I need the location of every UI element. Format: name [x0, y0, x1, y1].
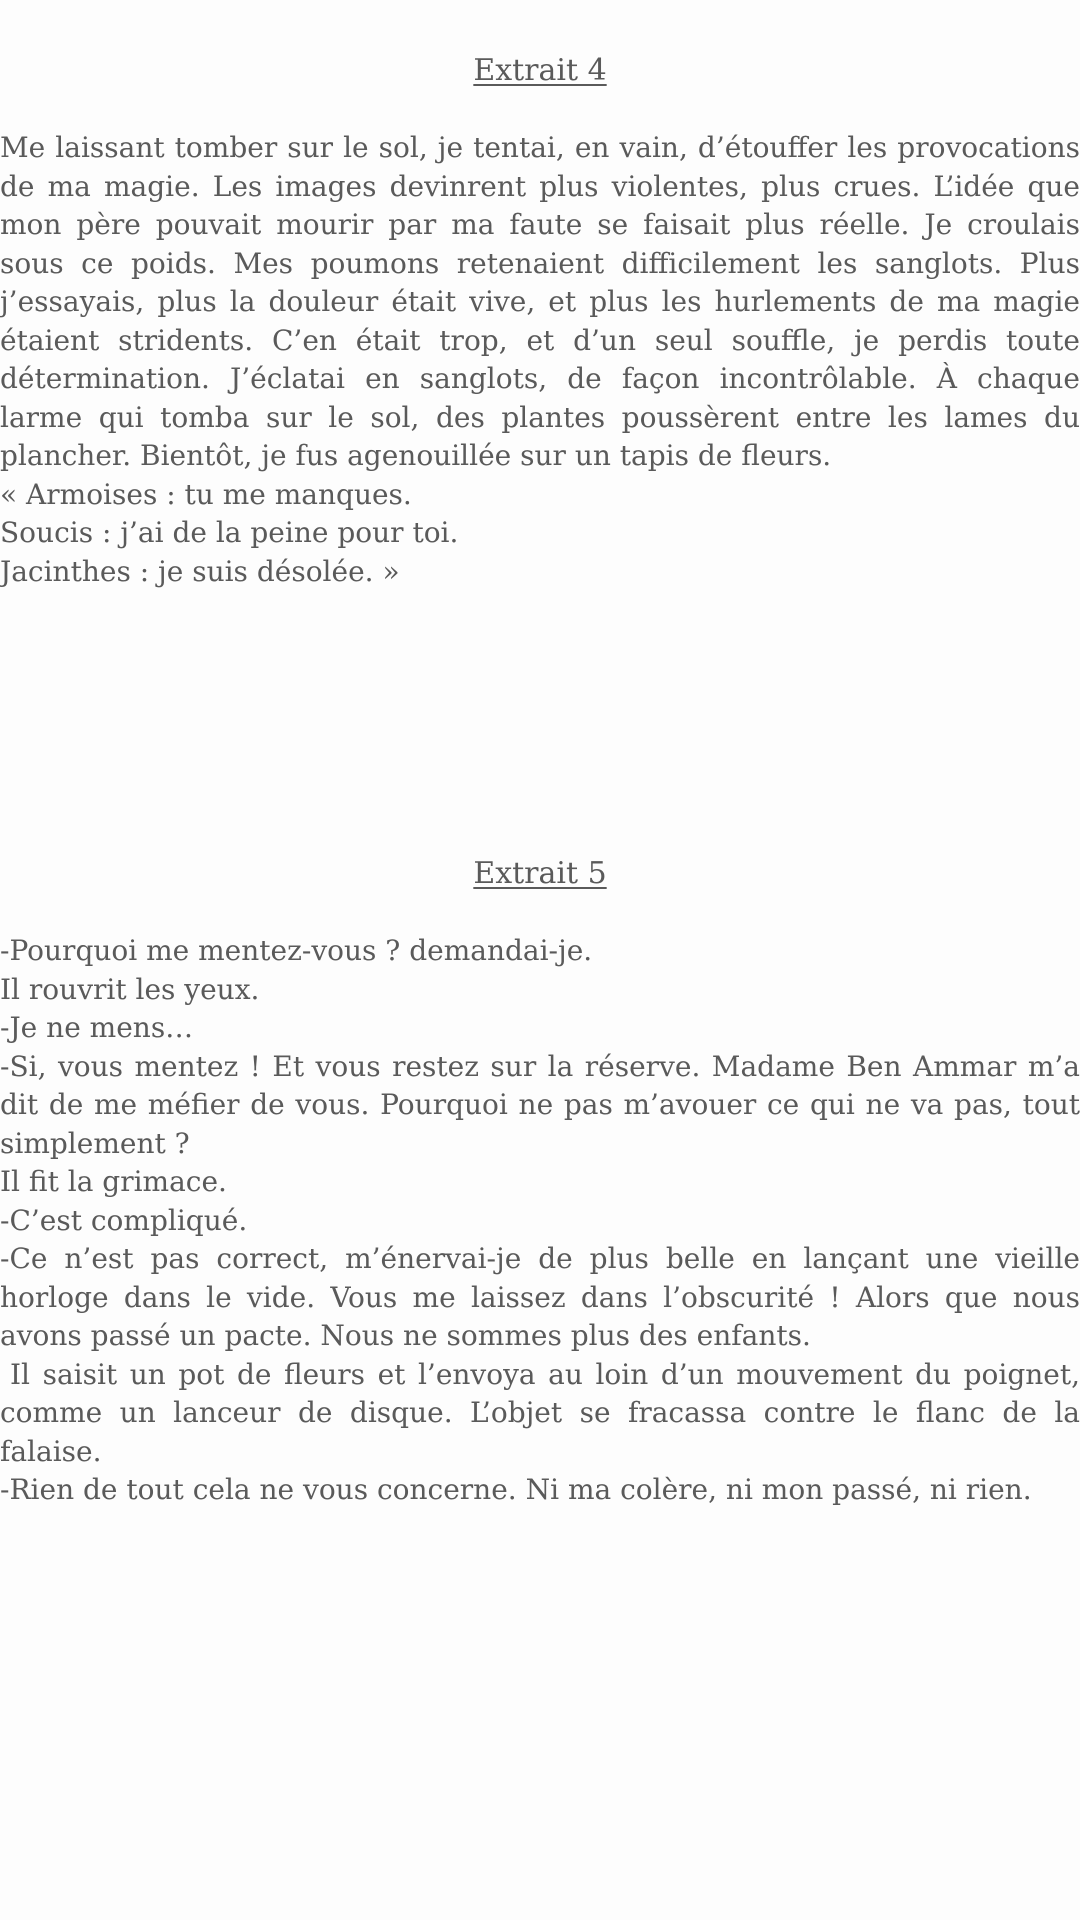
extract-5-section [0, 855, 1080, 1510]
flower-line-soucis: Soucis : j’ai de la peine pour toi. [0, 516, 459, 549]
extract-5-body [0, 932, 1080, 1510]
flower-line-armoises: « Armoises : tu me manques. [0, 477, 412, 511]
flower-line-jacinthes: Jacinthes : je suis désolée. » [0, 554, 400, 588]
narration-paragraph: Il saisit un pot de fleurs et l’envoya au loin d’un mouvement du poignet, comme un lanceur de disque. L’objet se fracassa contre le flanc de la falaise. [0, 1357, 1080, 1468]
dialogue-paragraph: -Ce n’est pas correct, m’énervai-je de plus belle en lançant une vieille horloge dans le vide. Vous me laissez dans l’obscurité ! Alors que nous avons passé un pacte. Nous ne sommes plus des enfants. [0, 1242, 1080, 1352]
extract-5-title-text: Extrait 5 [473, 856, 607, 891]
extract-4-body [0, 129, 1080, 591]
dialogue-paragraph: -Si, vous mentez ! Et vous restez sur la réserve. Madame Ben Ammar m’a dit de me méfier de vous. Pourquoi ne pas m’avouer ce qui ne va pas, tout simplement ? [0, 1049, 1080, 1160]
dialogue-line: -C’est compliqué. [0, 1203, 248, 1237]
dialogue-line: -Pourquoi me mentez-vous ? demandai-je. [0, 934, 593, 967]
narration-line: Il rouvrit les yeux. [0, 972, 260, 1006]
extract-4-title [0, 52, 1080, 90]
dialogue-paragraph: -Rien de tout cela ne vous concerne. Ni ma colère, ni mon passé, ni rien. [0, 1473, 1032, 1506]
extract-4-title-text: Extrait 4 [473, 53, 607, 88]
extract-4-section [0, 52, 1080, 591]
extract-4-paragraph: Me laissant tomber sur le sol, je tentai, en vain, d’étouffer les provocations de ma magie. Les images devinrent plus violentes, plus crues. L’idée que mon père pouvait mourir par ma faute se faisait plus réelle. Je croulais sous ce poids. Mes poumons retenaient difficilement les sanglots. Plus j’essayais, plus la douleur était vive, et plus les hurlements de ma magie étaient stridents. C’en était trop, et d’un seul souffle, je perdis toute détermination. J’éclatai en sanglots, de façon incontrôlable. À chaque larme qui tomba sur le sol, des plantes poussèrent entre les lames du plancher. Bientôt, je fus agenouillée sur un tapis de fleurs. [0, 131, 1080, 472]
extract-5-title [0, 855, 1080, 893]
dialogue-line: -Je ne mens… [0, 1011, 194, 1044]
narration-line: Il fit la grimace. [0, 1165, 227, 1198]
